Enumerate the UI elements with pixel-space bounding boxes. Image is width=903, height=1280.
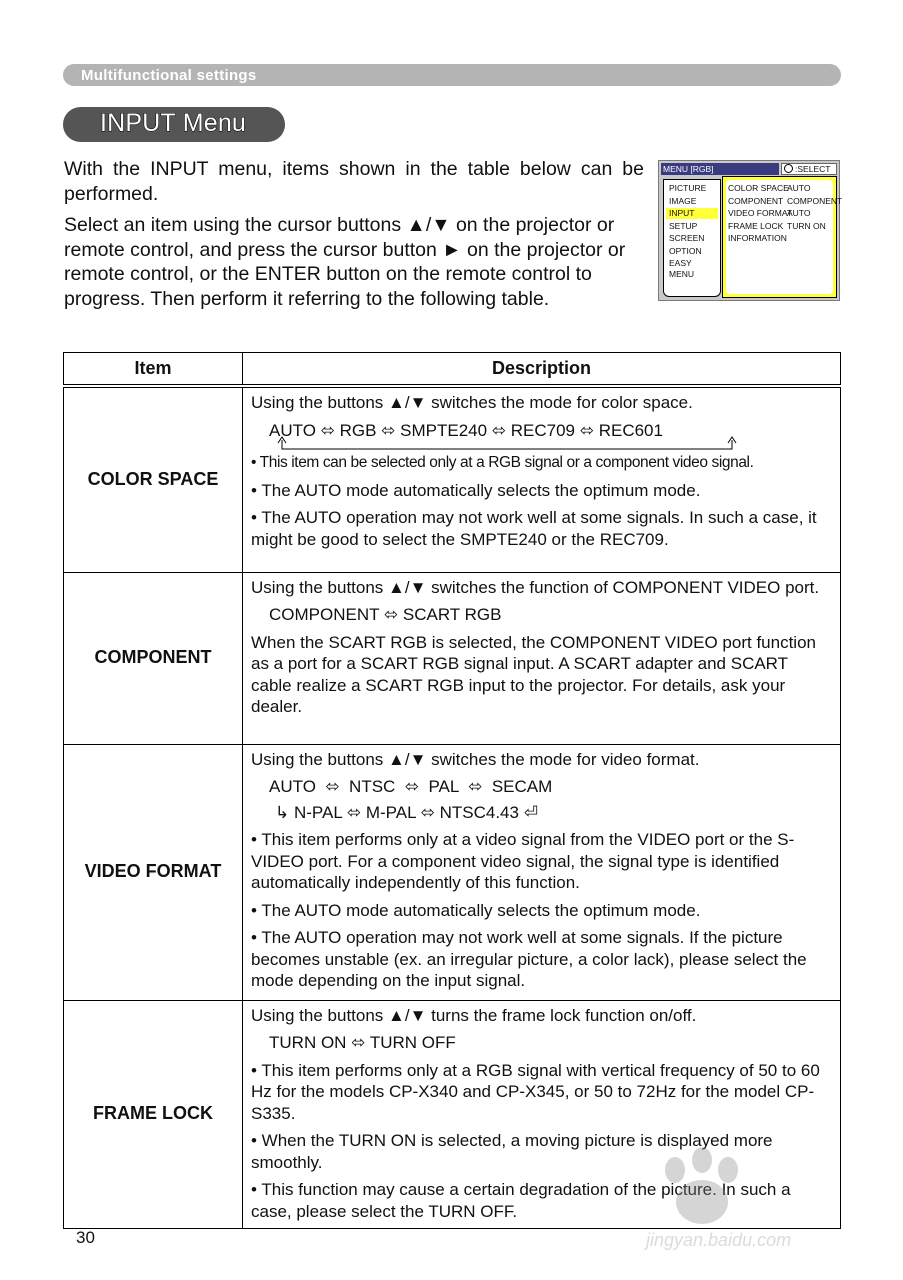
menu-shot-item-image: IMAGE <box>669 195 697 206</box>
video-format-intro: Using the buttons ▲/▼ switches the mode for video format. <box>251 749 700 769</box>
section-header-bar <box>63 64 841 86</box>
table-header-description: Description <box>243 353 841 387</box>
color-space-note-1: • This item can be selected only at a RGB signal or a component video signal. <box>251 454 754 471</box>
menu-title: INPUT Menu <box>100 109 247 137</box>
item-color-space: COLOR SPACE <box>64 386 243 572</box>
menu-shot-item-setup: SETUP <box>669 220 698 231</box>
menu-shot-row-name: COMPONENT <box>728 195 784 206</box>
menu-shot-right-inner <box>726 180 843 294</box>
page-number: 30 <box>76 1228 95 1247</box>
menu-shot-item-picture: PICTURE <box>669 183 707 193</box>
component-cycle: COMPONENT ⬄ SCART RGB <box>269 605 502 624</box>
item-frame-lock: FRAME LOCK <box>64 1000 243 1228</box>
table-header-row <box>64 353 841 387</box>
menu-shot-right-panel <box>722 176 843 298</box>
input-menu-screenshot <box>658 160 843 301</box>
cycle-return-arrow <box>277 436 830 448</box>
frame-lock-note-2: • When the TURN ON is selected, a moving picture is displayed more smoothly. <box>251 1131 773 1172</box>
item-component: COMPONENT <box>64 572 243 744</box>
menu-shot-title: MENU [RGB] <box>661 163 779 175</box>
menu-shot-row <box>728 220 826 232</box>
color-space-intro: Using the buttons ▲/▼ switches the mode for color space. <box>251 393 693 412</box>
intro-text <box>64 157 644 318</box>
menu-shot-item-easy-menu: EASY MENU <box>669 258 695 279</box>
menu-shot-row <box>728 183 811 194</box>
menu-shot-item-option: OPTION <box>669 245 702 256</box>
menu-shot-row-value: TURN ON <box>787 220 826 231</box>
menu-shot-left-panel <box>663 179 721 297</box>
menu-shot-select-hint <box>781 163 837 175</box>
table-row-color-space <box>64 386 841 572</box>
turn-up-arrow-icon: ⏎ <box>523 802 538 822</box>
input-menu-table <box>63 352 841 1229</box>
video-format-cycle-2: N-PAL ⬄ M-PAL ⬄ NTSC4.43 <box>293 802 519 822</box>
menu-shot-row <box>728 195 843 207</box>
menu-shot-row <box>728 233 787 244</box>
menu-shot-row-value: COMPONENT <box>787 195 843 206</box>
select-knob-icon <box>784 164 793 173</box>
desc-color-space <box>243 386 841 572</box>
table-header-item: Item <box>64 353 243 387</box>
menu-shot-row <box>728 208 811 219</box>
table-row-component <box>64 572 841 744</box>
menu-shot-row-name: INFORMATION <box>728 233 787 243</box>
menu-title-pill <box>63 107 285 142</box>
intro-paragraph-1: With the INPUT menu, items shown in the table below can be performed. <box>64 158 644 205</box>
video-format-cycle-2-row <box>275 802 830 824</box>
intro-paragraph-2: Select an item using the cursor buttons ▲/▼ on the projector or remote control, and press the cursor button ► on the projector or remote control, or the ENTER button on the remote control to progress. Then perform it referring to the following table. <box>64 214 626 310</box>
color-space-note-3: • The AUTO operation may not work well at some signals. In such a case, it might be good to select the SMPTE240 or the REC709. <box>251 508 817 549</box>
section-header-text: Multifunctional settings <box>81 67 257 84</box>
desc-component <box>243 572 841 744</box>
frame-lock-note-3: • This function may cause a certain degradation of the picture. In such a case, please select the TURN OFF. <box>251 1180 791 1221</box>
video-format-note-2: • The AUTO mode automatically selects the optimum mode. <box>251 900 701 920</box>
menu-shot-select-label: :SELECT <box>795 164 831 174</box>
frame-lock-note-1: • This item performs only at a RGB signal with vertical frequency of 50 to 60 Hz for the models CP-X340 and CP-X345, or 50 to 72Hz for the model CP-S335. <box>251 1060 820 1123</box>
video-format-note-1: • This item performs only at a video signal from the VIDEO port or the S-VIDEO port. For a component video signal, the signal type is identified automatically independently of this function. <box>251 830 795 892</box>
component-intro: Using the buttons ▲/▼ switches the function of COMPONENT VIDEO port. <box>251 577 820 597</box>
video-format-note-3: • The AUTO operation may not work well at some signals. If the picture becomes unstable (ex. an irregular picture, a color lack), please select the mode depending on the input signal. <box>251 928 807 990</box>
frame-lock-intro: Using the buttons ▲/▼ turns the frame lock function on/off. <box>251 1005 697 1025</box>
desc-video-format <box>243 744 841 1000</box>
menu-shot-row-value: AUTO <box>787 183 811 193</box>
paw-logo-icon <box>640 1140 760 1230</box>
watermark-text: jingyan.baidu.com <box>646 1230 792 1250</box>
turn-down-arrow-icon: ↳ <box>275 802 290 822</box>
return-arrow-icon <box>277 436 747 452</box>
item-video-format: VIDEO FORMAT <box>64 744 243 1000</box>
menu-shot-item-screen: SCREEN <box>669 233 705 243</box>
table-row-video-format <box>64 744 841 1000</box>
color-space-note-2: • The AUTO mode automatically selects the optimum mode. <box>251 480 701 500</box>
frame-lock-cycle: TURN ON ⬄ TURN OFF <box>269 1033 456 1052</box>
menu-shot-row-name: VIDEO FORMAT <box>728 208 793 218</box>
component-note-1: When the SCART RGB is selected, the COMPONENT VIDEO port function as a port for a SCART RGB signal input. A SCART adapter and SCART cable realize a SCART RGB input to the projector. For details, ask your dealer. <box>251 632 816 716</box>
menu-shot-item-input: INPUT <box>666 208 718 219</box>
color-space-cycle: AUTO ⬄ RGB ⬄ SMPTE240 ⬄ REC709 ⬄ REC601 <box>269 420 663 440</box>
menu-shot-row-name: FRAME LOCK <box>728 220 784 231</box>
menu-shot-row-name: COLOR SPACE <box>728 183 789 193</box>
menu-shot-row-value: AUTO <box>787 208 811 218</box>
video-format-cycle-1: AUTO ⬄ NTSC ⬄ PAL ⬄ SECAM <box>269 777 553 796</box>
watermark <box>640 1140 860 1270</box>
